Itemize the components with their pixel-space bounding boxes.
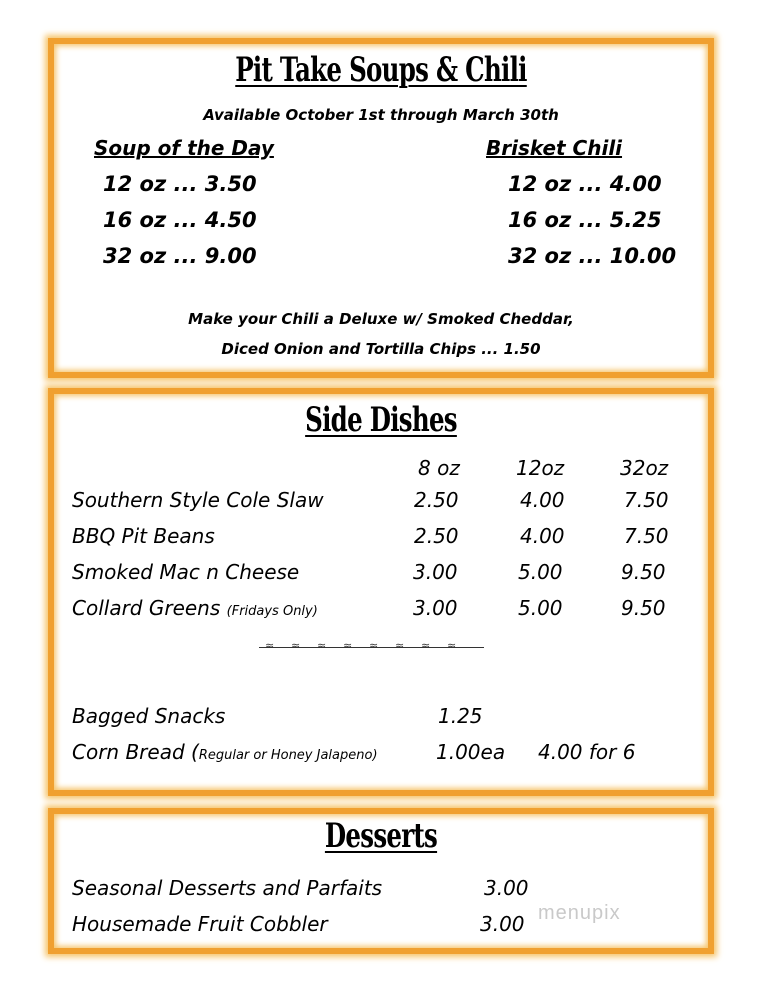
side-price-8oz: 2.50 <box>414 524 459 548</box>
side-price-12oz: 4.00 <box>520 524 565 548</box>
corn-bread-price-each: 1.00ea <box>436 740 506 764</box>
availability-note: Available October 1st through March 30th <box>203 106 559 124</box>
soup-size-price: 32 oz ... 9.00 <box>103 244 257 268</box>
deluxe-note-line2: Diced Onion and Tortilla Chips ... 1.50 <box>221 340 541 358</box>
ornamental-divider: ≈ ≈ ≈ ≈ ≈ ≈ ≈ ≈ <box>259 647 484 654</box>
size-header-32oz: 32oz <box>620 456 669 480</box>
soup-size-price: 16 oz ... 4.50 <box>103 208 257 232</box>
side-price-12oz: 4.00 <box>520 488 565 512</box>
side-price-32oz: 7.50 <box>624 488 669 512</box>
corn-bread-row <box>72 740 378 764</box>
side-price-12oz: 5.00 <box>518 596 563 620</box>
side-item-name: BBQ Pit Beans <box>72 524 215 548</box>
corn-bread-price-six: 4.00 for 6 <box>538 740 636 764</box>
side-item-note: (Fridays Only) <box>226 604 318 619</box>
side-dishes-title: Side Dishes <box>305 400 457 440</box>
dessert-item-price: 3.00 <box>480 912 525 936</box>
corn-bread-note: Regular or Honey Jalapeno) <box>198 748 378 763</box>
side-dishes-section <box>48 388 714 796</box>
side-item-name: Southern Style Cole Slaw <box>72 488 324 512</box>
size-header-12oz: 12oz <box>516 456 565 480</box>
dessert-item-price: 3.00 <box>484 876 529 900</box>
soup-size-price: 12 oz ... 3.50 <box>103 172 257 196</box>
dessert-item-name: Seasonal Desserts and Parfaits <box>72 876 383 900</box>
side-price-32oz: 9.50 <box>621 596 666 620</box>
chili-size-price: 32 oz ... 10.00 <box>508 244 677 268</box>
chili-size-price: 12 oz ... 4.00 <box>508 172 662 196</box>
brisket-chili-heading: Brisket Chili <box>486 136 623 160</box>
size-header-8oz: 8 oz <box>418 456 460 480</box>
soups-chili-section <box>48 38 714 378</box>
soups-chili-title: Pit Take Soups & Chili <box>235 50 527 90</box>
side-item-name: Smoked Mac n Cheese <box>72 560 300 584</box>
desserts-section <box>48 808 714 954</box>
bagged-snacks-price: 1.25 <box>438 704 483 728</box>
corn-bread-name: Corn Bread ( <box>72 740 199 764</box>
side-price-32oz: 7.50 <box>624 524 669 548</box>
side-item-name: Collard Greens <box>72 596 227 620</box>
side-item-row <box>72 596 318 620</box>
menupix-watermark: menupix <box>538 902 621 924</box>
side-price-32oz: 9.50 <box>621 560 666 584</box>
side-price-12oz: 5.00 <box>518 560 563 584</box>
side-price-8oz: 3.00 <box>413 560 458 584</box>
side-price-8oz: 3.00 <box>413 596 458 620</box>
dessert-item-name: Housemade Fruit Cobbler <box>72 912 328 936</box>
chili-size-price: 16 oz ... 5.25 <box>508 208 662 232</box>
soup-of-the-day-heading: Soup of the Day <box>94 136 274 160</box>
desserts-title: Desserts <box>324 816 438 856</box>
bagged-snacks-name: Bagged Snacks <box>72 704 226 728</box>
side-price-8oz: 2.50 <box>414 488 459 512</box>
deluxe-note-line1: Make your Chili a Deluxe w/ Smoked Cheddar, <box>188 310 574 328</box>
